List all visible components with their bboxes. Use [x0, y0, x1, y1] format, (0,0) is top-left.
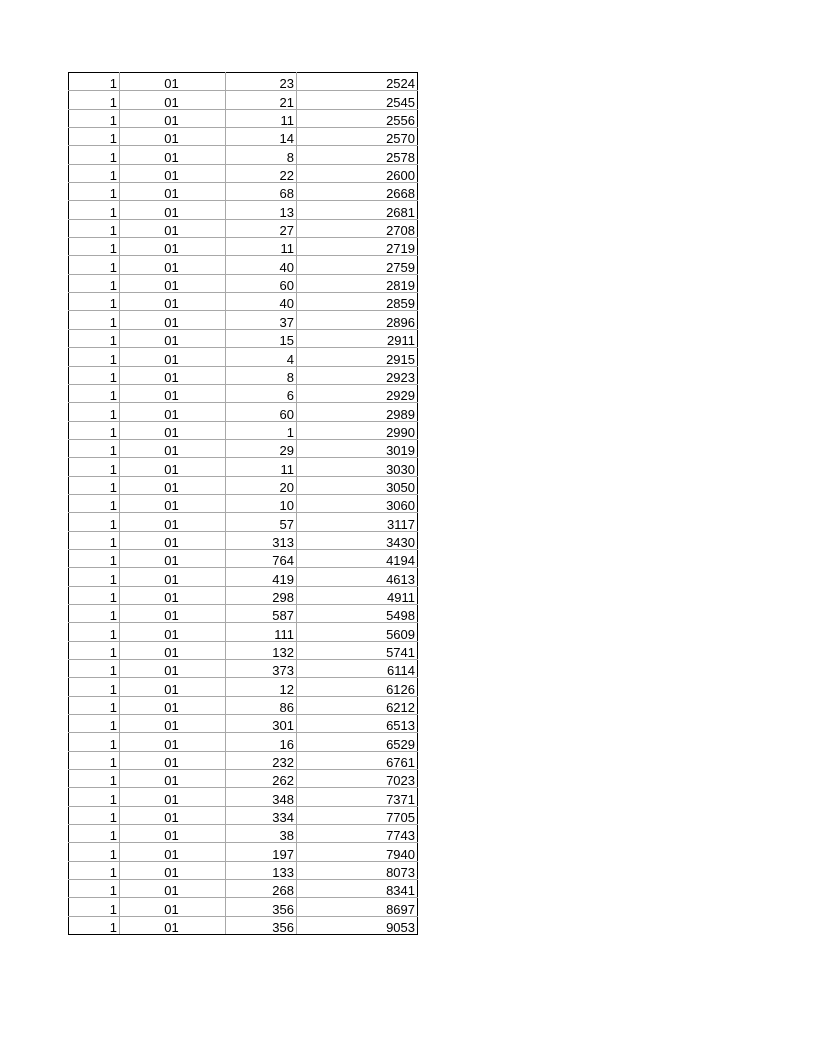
cell-col-1: 1 [69, 403, 120, 421]
cell-col-1: 1 [69, 806, 120, 824]
cell-col-1: 1 [69, 623, 120, 641]
cell-col-1: 1 [69, 549, 120, 567]
table-row [69, 586, 418, 604]
cell-col-4: 7023 [297, 770, 418, 788]
cell-col-2: 01 [120, 146, 226, 164]
cell-col-2: 01 [120, 549, 226, 567]
cell-col-1: 1 [69, 604, 120, 622]
cell-col-4: 2668 [297, 183, 418, 201]
cell-col-1: 1 [69, 91, 120, 109]
cell-col-4: 2708 [297, 219, 418, 237]
cell-col-1: 1 [69, 476, 120, 494]
cell-col-1: 1 [69, 715, 120, 733]
cell-col-3: 11 [226, 458, 297, 476]
table-row [69, 825, 418, 843]
cell-col-1: 1 [69, 494, 120, 512]
cell-col-3: 6 [226, 384, 297, 402]
table-row [69, 439, 418, 457]
cell-col-2: 01 [120, 164, 226, 182]
cell-col-3: 27 [226, 219, 297, 237]
cell-col-2: 01 [120, 201, 226, 219]
cell-col-3: 764 [226, 549, 297, 567]
cell-col-4: 3050 [297, 476, 418, 494]
cell-col-4: 2859 [297, 293, 418, 311]
cell-col-3: 301 [226, 715, 297, 733]
cell-col-3: 68 [226, 183, 297, 201]
table-row [69, 770, 418, 788]
cell-col-2: 01 [120, 916, 226, 934]
table-row [69, 164, 418, 182]
table-row [69, 293, 418, 311]
table-row [69, 146, 418, 164]
table-row [69, 715, 418, 733]
cell-col-4: 5609 [297, 623, 418, 641]
cell-col-4: 4194 [297, 549, 418, 567]
cell-col-3: 1 [226, 421, 297, 439]
cell-col-4: 2759 [297, 256, 418, 274]
cell-col-1: 1 [69, 128, 120, 146]
cell-col-2: 01 [120, 128, 226, 146]
cell-col-4: 2929 [297, 384, 418, 402]
cell-col-4: 3060 [297, 494, 418, 512]
table-row [69, 843, 418, 861]
table-row [69, 219, 418, 237]
cell-col-3: 40 [226, 293, 297, 311]
cell-col-2: 01 [120, 403, 226, 421]
cell-col-2: 01 [120, 274, 226, 292]
table-row [69, 751, 418, 769]
table-body [69, 73, 418, 935]
table-row [69, 861, 418, 879]
cell-col-3: 20 [226, 476, 297, 494]
cell-col-4: 2896 [297, 311, 418, 329]
cell-col-4: 2545 [297, 91, 418, 109]
table-row [69, 549, 418, 567]
cell-col-2: 01 [120, 531, 226, 549]
cell-col-2: 01 [120, 586, 226, 604]
cell-col-2: 01 [120, 715, 226, 733]
cell-col-1: 1 [69, 183, 120, 201]
table-row [69, 678, 418, 696]
table-row [69, 494, 418, 512]
cell-col-3: 57 [226, 513, 297, 531]
cell-col-1: 1 [69, 825, 120, 843]
cell-col-4: 3030 [297, 458, 418, 476]
cell-col-2: 01 [120, 91, 226, 109]
cell-col-4: 9053 [297, 916, 418, 934]
cell-col-4: 5741 [297, 641, 418, 659]
cell-col-4: 2989 [297, 403, 418, 421]
cell-col-3: 60 [226, 274, 297, 292]
cell-col-4: 3430 [297, 531, 418, 549]
table-row [69, 128, 418, 146]
cell-col-1: 1 [69, 751, 120, 769]
cell-col-4: 6513 [297, 715, 418, 733]
table-row [69, 421, 418, 439]
cell-col-3: 268 [226, 880, 297, 898]
cell-col-3: 334 [226, 806, 297, 824]
table-row [69, 256, 418, 274]
cell-col-2: 01 [120, 458, 226, 476]
cell-col-4: 2911 [297, 329, 418, 347]
cell-col-4: 4911 [297, 586, 418, 604]
cell-col-2: 01 [120, 568, 226, 586]
cell-col-3: 37 [226, 311, 297, 329]
cell-col-1: 1 [69, 238, 120, 256]
cell-col-4: 7940 [297, 843, 418, 861]
cell-col-1: 1 [69, 348, 120, 366]
cell-col-3: 15 [226, 329, 297, 347]
table-row [69, 366, 418, 384]
cell-col-4: 7743 [297, 825, 418, 843]
cell-col-1: 1 [69, 678, 120, 696]
cell-col-4: 2570 [297, 128, 418, 146]
cell-col-4: 2578 [297, 146, 418, 164]
table-row [69, 641, 418, 659]
cell-col-4: 6126 [297, 678, 418, 696]
cell-col-1: 1 [69, 660, 120, 678]
cell-col-2: 01 [120, 733, 226, 751]
cell-col-3: 587 [226, 604, 297, 622]
table-row [69, 73, 418, 91]
cell-col-3: 14 [226, 128, 297, 146]
cell-col-4: 6212 [297, 696, 418, 714]
cell-col-1: 1 [69, 73, 120, 91]
cell-col-3: 356 [226, 916, 297, 934]
cell-col-1: 1 [69, 458, 120, 476]
cell-col-2: 01 [120, 660, 226, 678]
table-row [69, 384, 418, 402]
cell-col-1: 1 [69, 696, 120, 714]
cell-col-3: 313 [226, 531, 297, 549]
cell-col-3: 232 [226, 751, 297, 769]
cell-col-2: 01 [120, 384, 226, 402]
cell-col-1: 1 [69, 733, 120, 751]
cell-col-2: 01 [120, 623, 226, 641]
table-row [69, 109, 418, 127]
table-row [69, 458, 418, 476]
cell-col-3: 197 [226, 843, 297, 861]
cell-col-3: 10 [226, 494, 297, 512]
cell-col-1: 1 [69, 384, 120, 402]
cell-col-1: 1 [69, 311, 120, 329]
table-row [69, 916, 418, 934]
cell-col-2: 01 [120, 880, 226, 898]
cell-col-4: 2556 [297, 109, 418, 127]
cell-col-2: 01 [120, 476, 226, 494]
table-row [69, 568, 418, 586]
cell-col-2: 01 [120, 439, 226, 457]
cell-col-2: 01 [120, 513, 226, 531]
cell-col-1: 1 [69, 329, 120, 347]
table-row [69, 880, 418, 898]
cell-col-3: 13 [226, 201, 297, 219]
data-table [68, 72, 418, 935]
cell-col-4: 2681 [297, 201, 418, 219]
cell-col-2: 01 [120, 256, 226, 274]
cell-col-2: 01 [120, 73, 226, 91]
cell-col-3: 4 [226, 348, 297, 366]
cell-col-3: 38 [226, 825, 297, 843]
table-row [69, 604, 418, 622]
table-row [69, 403, 418, 421]
table-row [69, 660, 418, 678]
cell-col-3: 373 [226, 660, 297, 678]
cell-col-3: 8 [226, 146, 297, 164]
cell-col-4: 2990 [297, 421, 418, 439]
table-row [69, 733, 418, 751]
cell-col-1: 1 [69, 898, 120, 916]
cell-col-4: 7371 [297, 788, 418, 806]
cell-col-1: 1 [69, 146, 120, 164]
cell-col-2: 01 [120, 238, 226, 256]
cell-col-4: 2524 [297, 73, 418, 91]
table-row [69, 806, 418, 824]
cell-col-1: 1 [69, 770, 120, 788]
cell-col-1: 1 [69, 880, 120, 898]
cell-col-1: 1 [69, 916, 120, 934]
table-row [69, 238, 418, 256]
cell-col-3: 23 [226, 73, 297, 91]
table-row [69, 348, 418, 366]
cell-col-1: 1 [69, 109, 120, 127]
cell-col-4: 3117 [297, 513, 418, 531]
cell-col-2: 01 [120, 751, 226, 769]
table-row [69, 274, 418, 292]
cell-col-2: 01 [120, 641, 226, 659]
cell-col-3: 21 [226, 91, 297, 109]
table-row [69, 311, 418, 329]
cell-col-1: 1 [69, 641, 120, 659]
cell-col-3: 16 [226, 733, 297, 751]
cell-col-4: 6529 [297, 733, 418, 751]
cell-col-4: 2819 [297, 274, 418, 292]
cell-col-3: 86 [226, 696, 297, 714]
cell-col-3: 11 [226, 109, 297, 127]
cell-col-1: 1 [69, 164, 120, 182]
cell-col-2: 01 [120, 770, 226, 788]
cell-col-1: 1 [69, 219, 120, 237]
table-row [69, 329, 418, 347]
cell-col-3: 348 [226, 788, 297, 806]
table-row [69, 513, 418, 531]
cell-col-2: 01 [120, 366, 226, 384]
cell-col-2: 01 [120, 109, 226, 127]
cell-col-3: 262 [226, 770, 297, 788]
cell-col-1: 1 [69, 201, 120, 219]
cell-col-4: 5498 [297, 604, 418, 622]
cell-col-2: 01 [120, 293, 226, 311]
cell-col-4: 2923 [297, 366, 418, 384]
cell-col-4: 8341 [297, 880, 418, 898]
cell-col-3: 132 [226, 641, 297, 659]
cell-col-1: 1 [69, 274, 120, 292]
cell-col-1: 1 [69, 861, 120, 879]
cell-col-4: 7705 [297, 806, 418, 824]
cell-col-3: 419 [226, 568, 297, 586]
cell-col-2: 01 [120, 806, 226, 824]
table-row [69, 623, 418, 641]
cell-col-3: 356 [226, 898, 297, 916]
cell-col-2: 01 [120, 329, 226, 347]
cell-col-3: 11 [226, 238, 297, 256]
cell-col-4: 2915 [297, 348, 418, 366]
cell-col-3: 8 [226, 366, 297, 384]
cell-col-4: 8697 [297, 898, 418, 916]
cell-col-1: 1 [69, 586, 120, 604]
cell-col-1: 1 [69, 293, 120, 311]
cell-col-1: 1 [69, 366, 120, 384]
cell-col-3: 40 [226, 256, 297, 274]
table-row [69, 476, 418, 494]
table-row [69, 183, 418, 201]
cell-col-2: 01 [120, 311, 226, 329]
cell-col-2: 01 [120, 183, 226, 201]
cell-col-2: 01 [120, 421, 226, 439]
cell-col-4: 6114 [297, 660, 418, 678]
cell-col-1: 1 [69, 788, 120, 806]
cell-col-3: 111 [226, 623, 297, 641]
cell-col-2: 01 [120, 604, 226, 622]
cell-col-4: 2719 [297, 238, 418, 256]
cell-col-3: 22 [226, 164, 297, 182]
table-row [69, 91, 418, 109]
cell-col-3: 12 [226, 678, 297, 696]
cell-col-3: 298 [226, 586, 297, 604]
cell-col-4: 8073 [297, 861, 418, 879]
table-row [69, 898, 418, 916]
cell-col-1: 1 [69, 531, 120, 549]
cell-col-3: 60 [226, 403, 297, 421]
cell-col-4: 6761 [297, 751, 418, 769]
cell-col-2: 01 [120, 825, 226, 843]
cell-col-1: 1 [69, 256, 120, 274]
cell-col-2: 01 [120, 678, 226, 696]
cell-col-3: 29 [226, 439, 297, 457]
cell-col-2: 01 [120, 348, 226, 366]
table-row [69, 696, 418, 714]
cell-col-2: 01 [120, 898, 226, 916]
table-row [69, 788, 418, 806]
cell-col-2: 01 [120, 843, 226, 861]
cell-col-2: 01 [120, 696, 226, 714]
cell-col-2: 01 [120, 788, 226, 806]
cell-col-4: 4613 [297, 568, 418, 586]
table-row [69, 531, 418, 549]
cell-col-1: 1 [69, 439, 120, 457]
cell-col-1: 1 [69, 843, 120, 861]
cell-col-2: 01 [120, 219, 226, 237]
cell-col-4: 2600 [297, 164, 418, 182]
cell-col-3: 133 [226, 861, 297, 879]
cell-col-4: 3019 [297, 439, 418, 457]
cell-col-1: 1 [69, 568, 120, 586]
cell-col-1: 1 [69, 421, 120, 439]
table-row [69, 201, 418, 219]
cell-col-2: 01 [120, 861, 226, 879]
cell-col-2: 01 [120, 494, 226, 512]
cell-col-1: 1 [69, 513, 120, 531]
